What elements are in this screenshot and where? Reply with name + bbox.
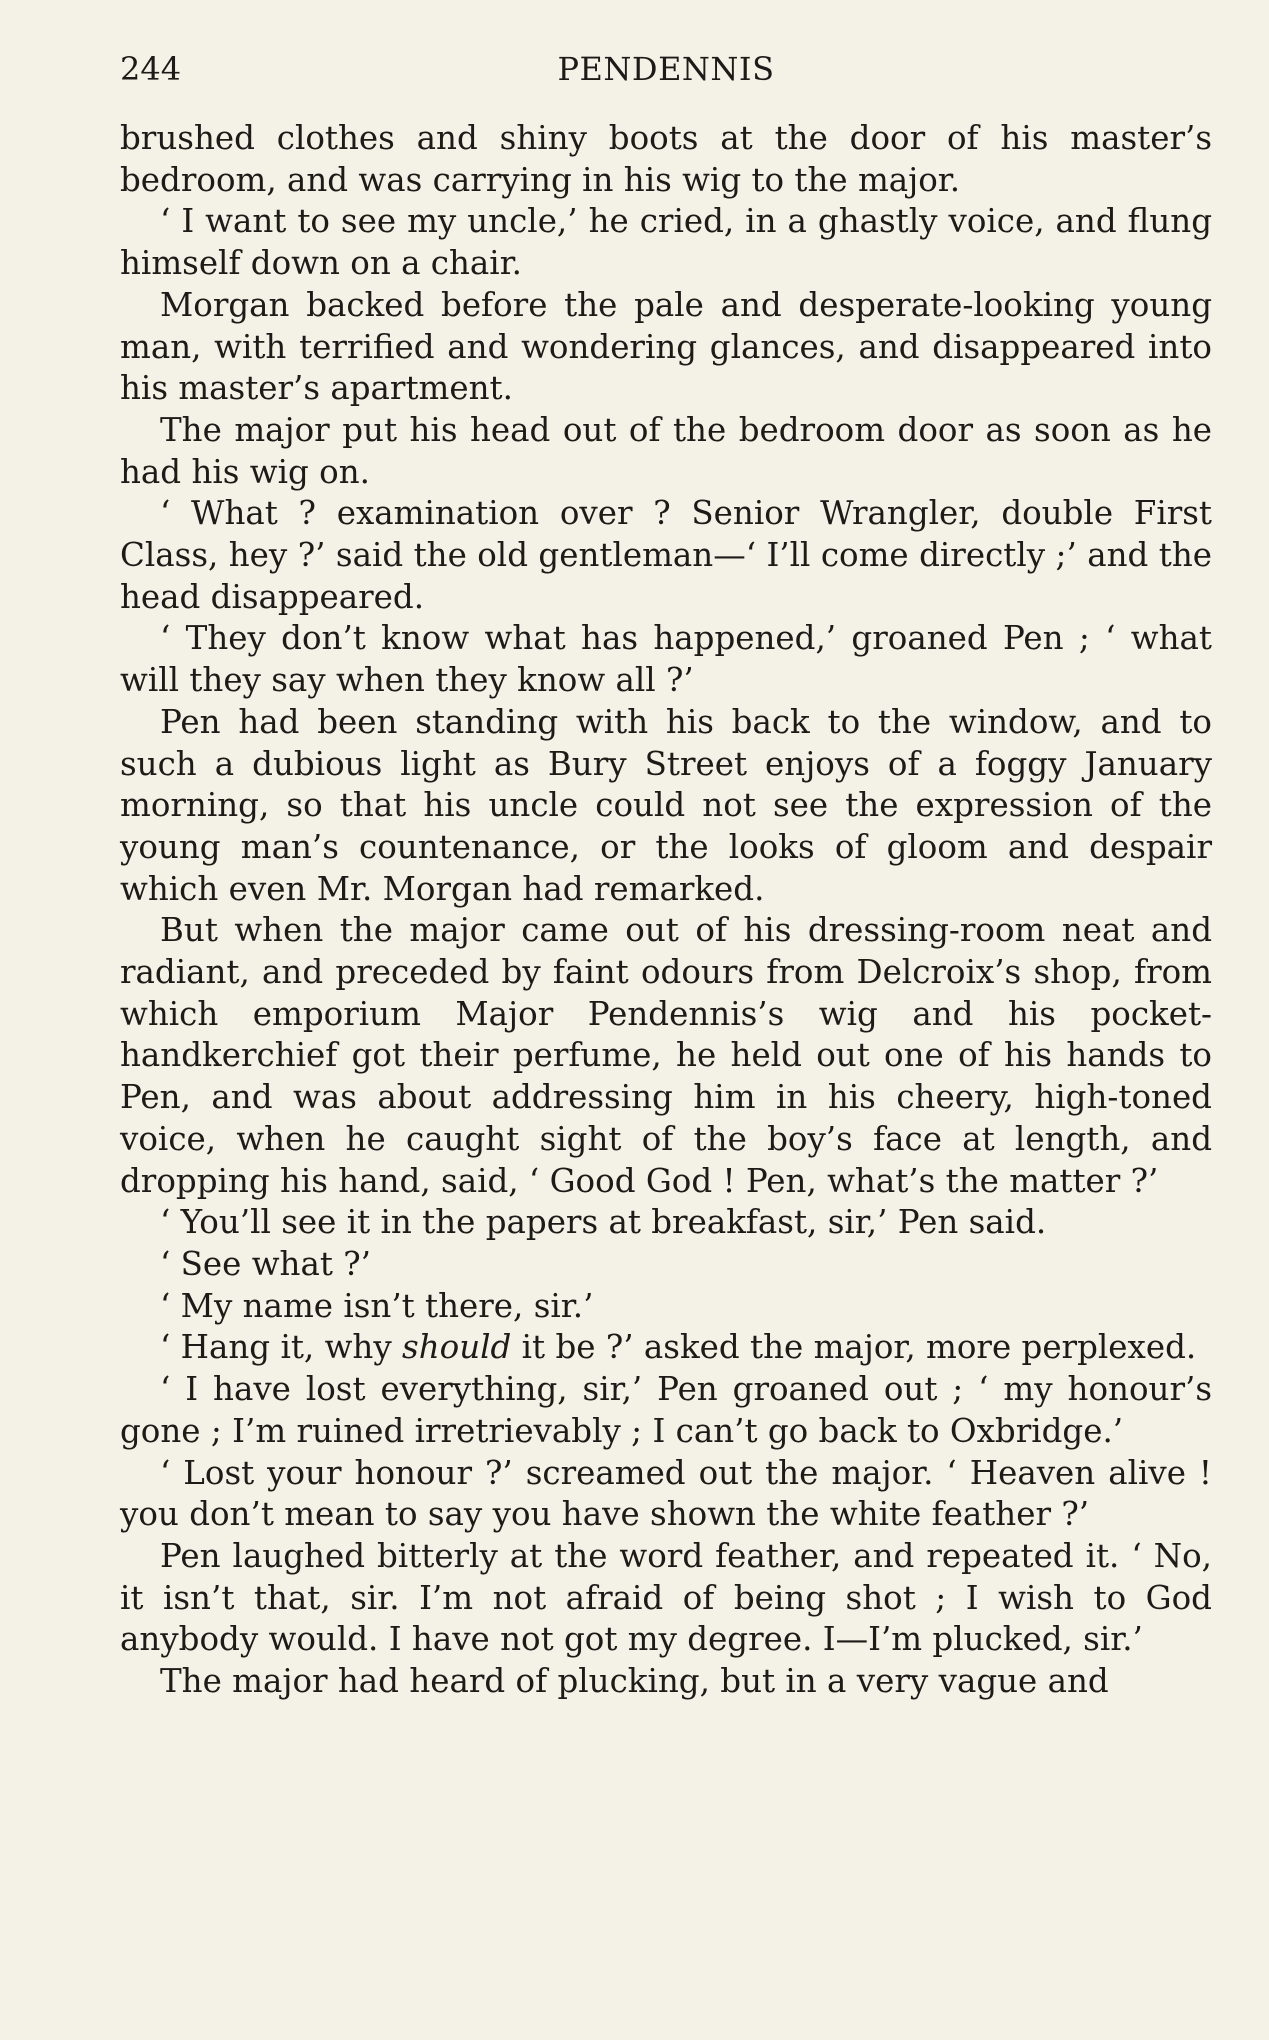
body-text bbox=[120, 118, 1212, 1703]
paragraph-pen-laughed: Pen laughed bitterly at the word feather, and repeated it. ‘ No, it isn’t that, sir. I’m not afraid of being shot ; I wish to God anybody would. I have not got my degree. I—I’m plucked, sir.’ bbox=[120, 1536, 1212, 1659]
paragraph-major-heard-plucking: The major had heard of plucking, but in a very vague and bbox=[160, 1662, 1109, 1701]
hang-it-text-after: it be ?’ asked the major, more perplexed. bbox=[511, 1328, 1197, 1367]
hang-it-text-before: ‘ Hang it, why bbox=[160, 1328, 403, 1367]
book-page bbox=[120, 44, 1212, 1703]
paragraph-morgan-backed: Morgan backed before the pale and desperate-looking young man, with terrified and wondering glances, and disappeared into his master’s apartment. bbox=[120, 285, 1212, 408]
paragraph-see-what: ‘ See what ?’ bbox=[160, 1244, 371, 1283]
paragraph-lost-everything: ‘ I have lost everything, sir,’ Pen groaned out ; ‘ my honour’s gone ; I’m ruined irretrievably ; I can’t go back to Oxbridge.’ bbox=[120, 1370, 1212, 1450]
paragraph-they-dont-know: ‘ They don’t know what has happened,’ groaned Pen ; ‘ what will they say when they know all ?’ bbox=[120, 619, 1212, 700]
running-title: PENDENNIS bbox=[557, 50, 775, 88]
paragraph-hang-it bbox=[120, 1327, 1212, 1369]
paragraph-examination-over: ‘ What ? examination over ? Senior Wrangler, double First Class, hey ?’ said the old gentleman—‘ I’ll come directly ;’ and the head disappeared. bbox=[120, 494, 1212, 616]
paragraph-major-came-out: But when the major came out of his dressing-room neat and radiant, and preceded by faint odours from Delcroix’s shop, from which emporium Major Pendennis’s wig and his pocket-handkerchief got their perfume, he held out one of his hands to Pen, and was about addressing him in his cheery, high-toned voice, when he caught sight of the boy’s face at length, and dropping his hand, said, ‘ Good God ! Pen, what’s the matter ?’ bbox=[120, 911, 1212, 1200]
paragraph-major-head-out: The major put his head out of the bedroom door as soon as he had his wig on. bbox=[120, 410, 1212, 491]
running-head bbox=[120, 44, 1212, 94]
paragraph-lost-honour: ‘ Lost your honour ?’ screamed out the major. ‘ Heaven alive ! you don’t mean to say you have shown the white feather ?’ bbox=[120, 1453, 1212, 1534]
paragraph-continuation: brushed clothes and shiny boots at the door of his master’s bedroom, and was carrying in his wig to the major. bbox=[120, 119, 1212, 199]
paragraph-pen-standing: Pen had been standing with his back to the window, and to such a dubious light as Bury Street enjoys of a foggy January morning, so that his uncle could not see the expression of the young man’s countenance, or the looks of gloom and despair which even Mr. Morgan had remarked. bbox=[120, 702, 1212, 908]
paragraph-see-papers: ‘ You’ll see it in the papers at breakfast, sir,’ Pen said. bbox=[160, 1203, 1047, 1242]
hang-it-emphasis: should bbox=[402, 1328, 512, 1367]
page-number: 244 bbox=[120, 50, 182, 88]
paragraph-name-not-there: ‘ My name isn’t there, sir.’ bbox=[160, 1286, 594, 1325]
paragraph-pen-wants-uncle: ‘ I want to see my uncle,’ he cried, in a ghastly voice, and flung himself down on a chair. bbox=[120, 202, 1212, 283]
